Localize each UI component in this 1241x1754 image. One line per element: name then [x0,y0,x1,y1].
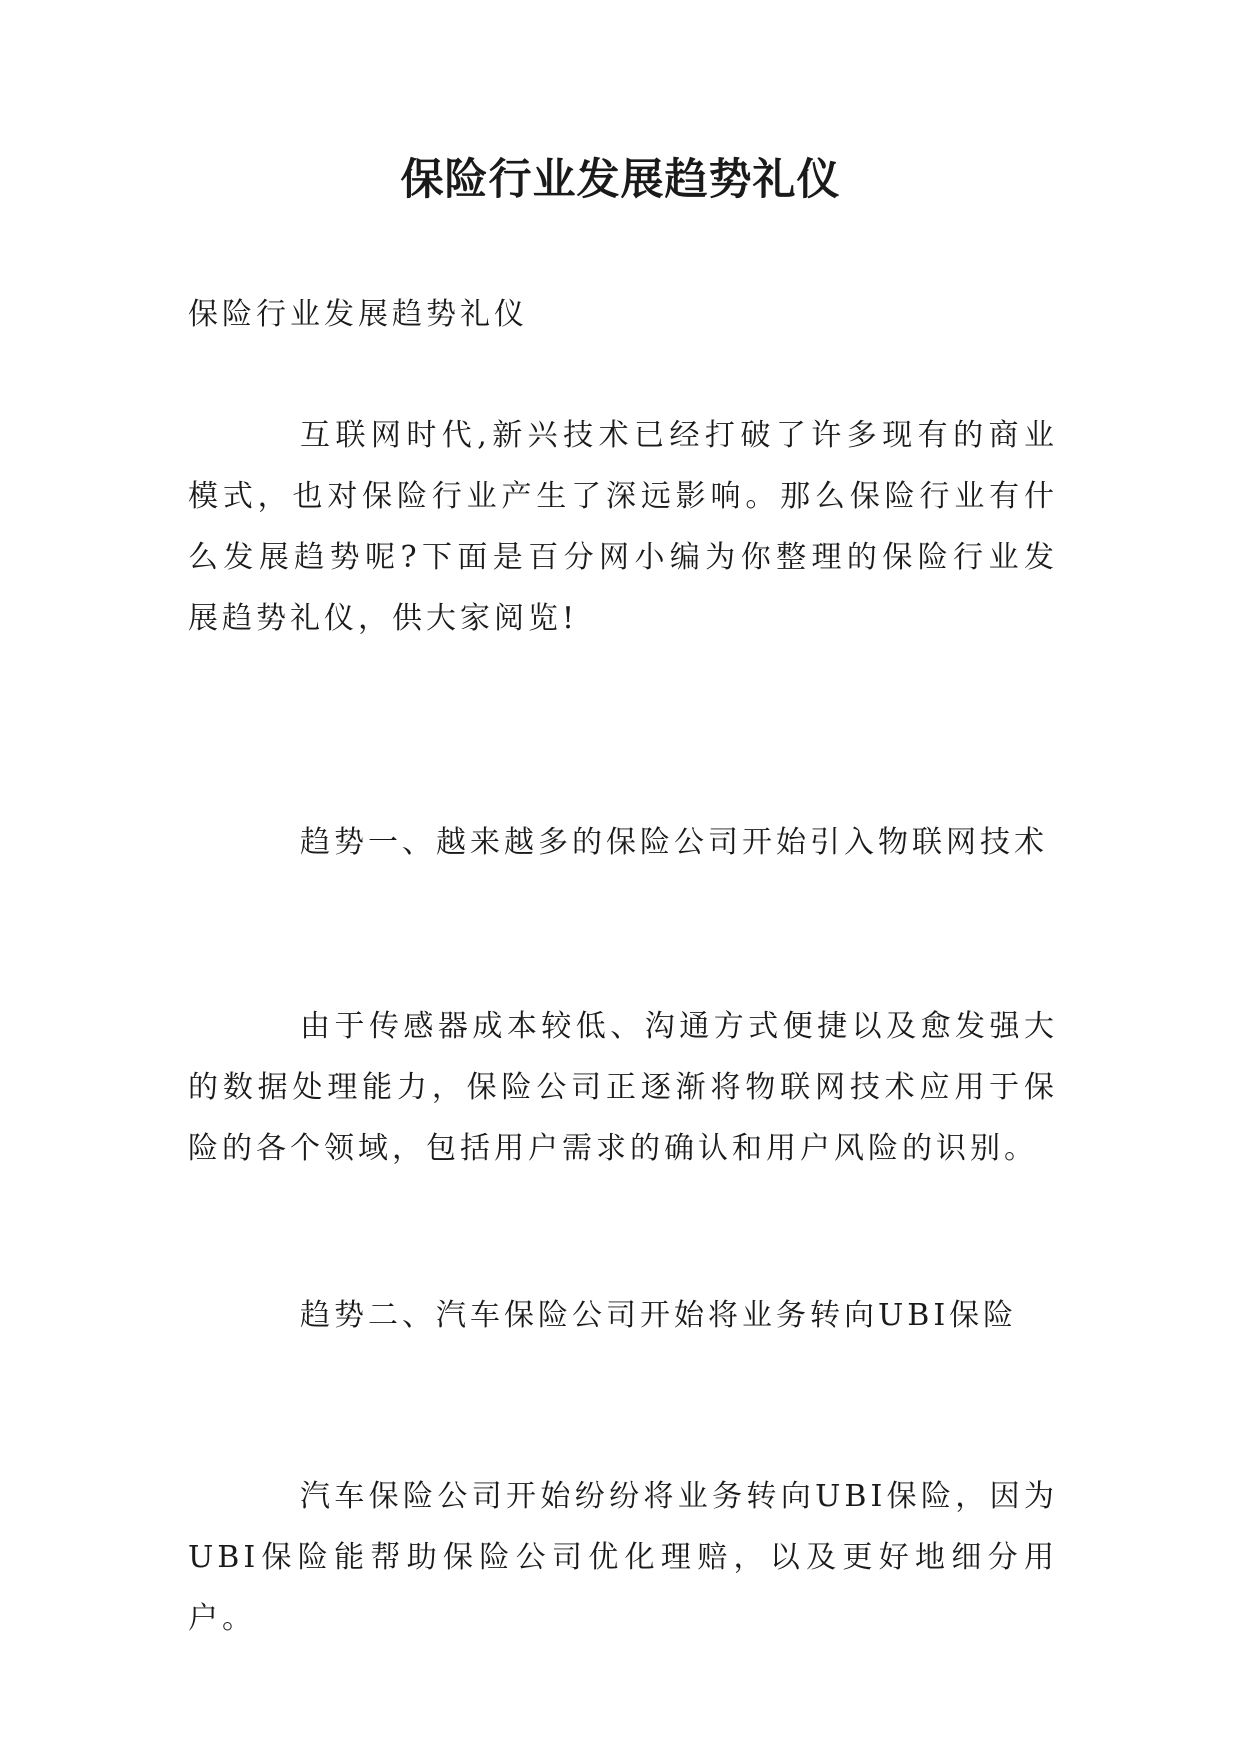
trend-1-paragraph: 由于传感器成本较低、沟通方式便捷以及愈发强大的数据处理能力，保险公司正逐渐将物联网技术应用于保险的各个领域，包括用户需求的确认和用户风险的识别。 [188,1009,1058,1166]
trend-1-heading: 趋势一、越来越多的保险公司开始引入物联网技术 [300,825,1048,860]
trend-2-heading: 趋势二、汽车保险公司开始将业务转向UBI保险 [300,1298,1018,1333]
document-title: 保险行业发展趋势礼仪 [400,155,841,205]
intro-paragraph: 互联网时代,新兴技术已经打破了许多现有的商业模式，也对保险行业产生了深远影响。那么保险行业有什么发展趋势呢?下面是百分网小编为你整理的保险行业发展趋势礼仪，供大家阅览! [188,418,1058,636]
trend-2-paragraph: 汽车保险公司开始纷纷将业务转向UBI保险，因为UBI保险能帮助保险公司优化理赔，以及更好地细分用户。 [188,1479,1058,1636]
document-subtitle: 保险行业发展趋势礼仪 [188,297,528,332]
